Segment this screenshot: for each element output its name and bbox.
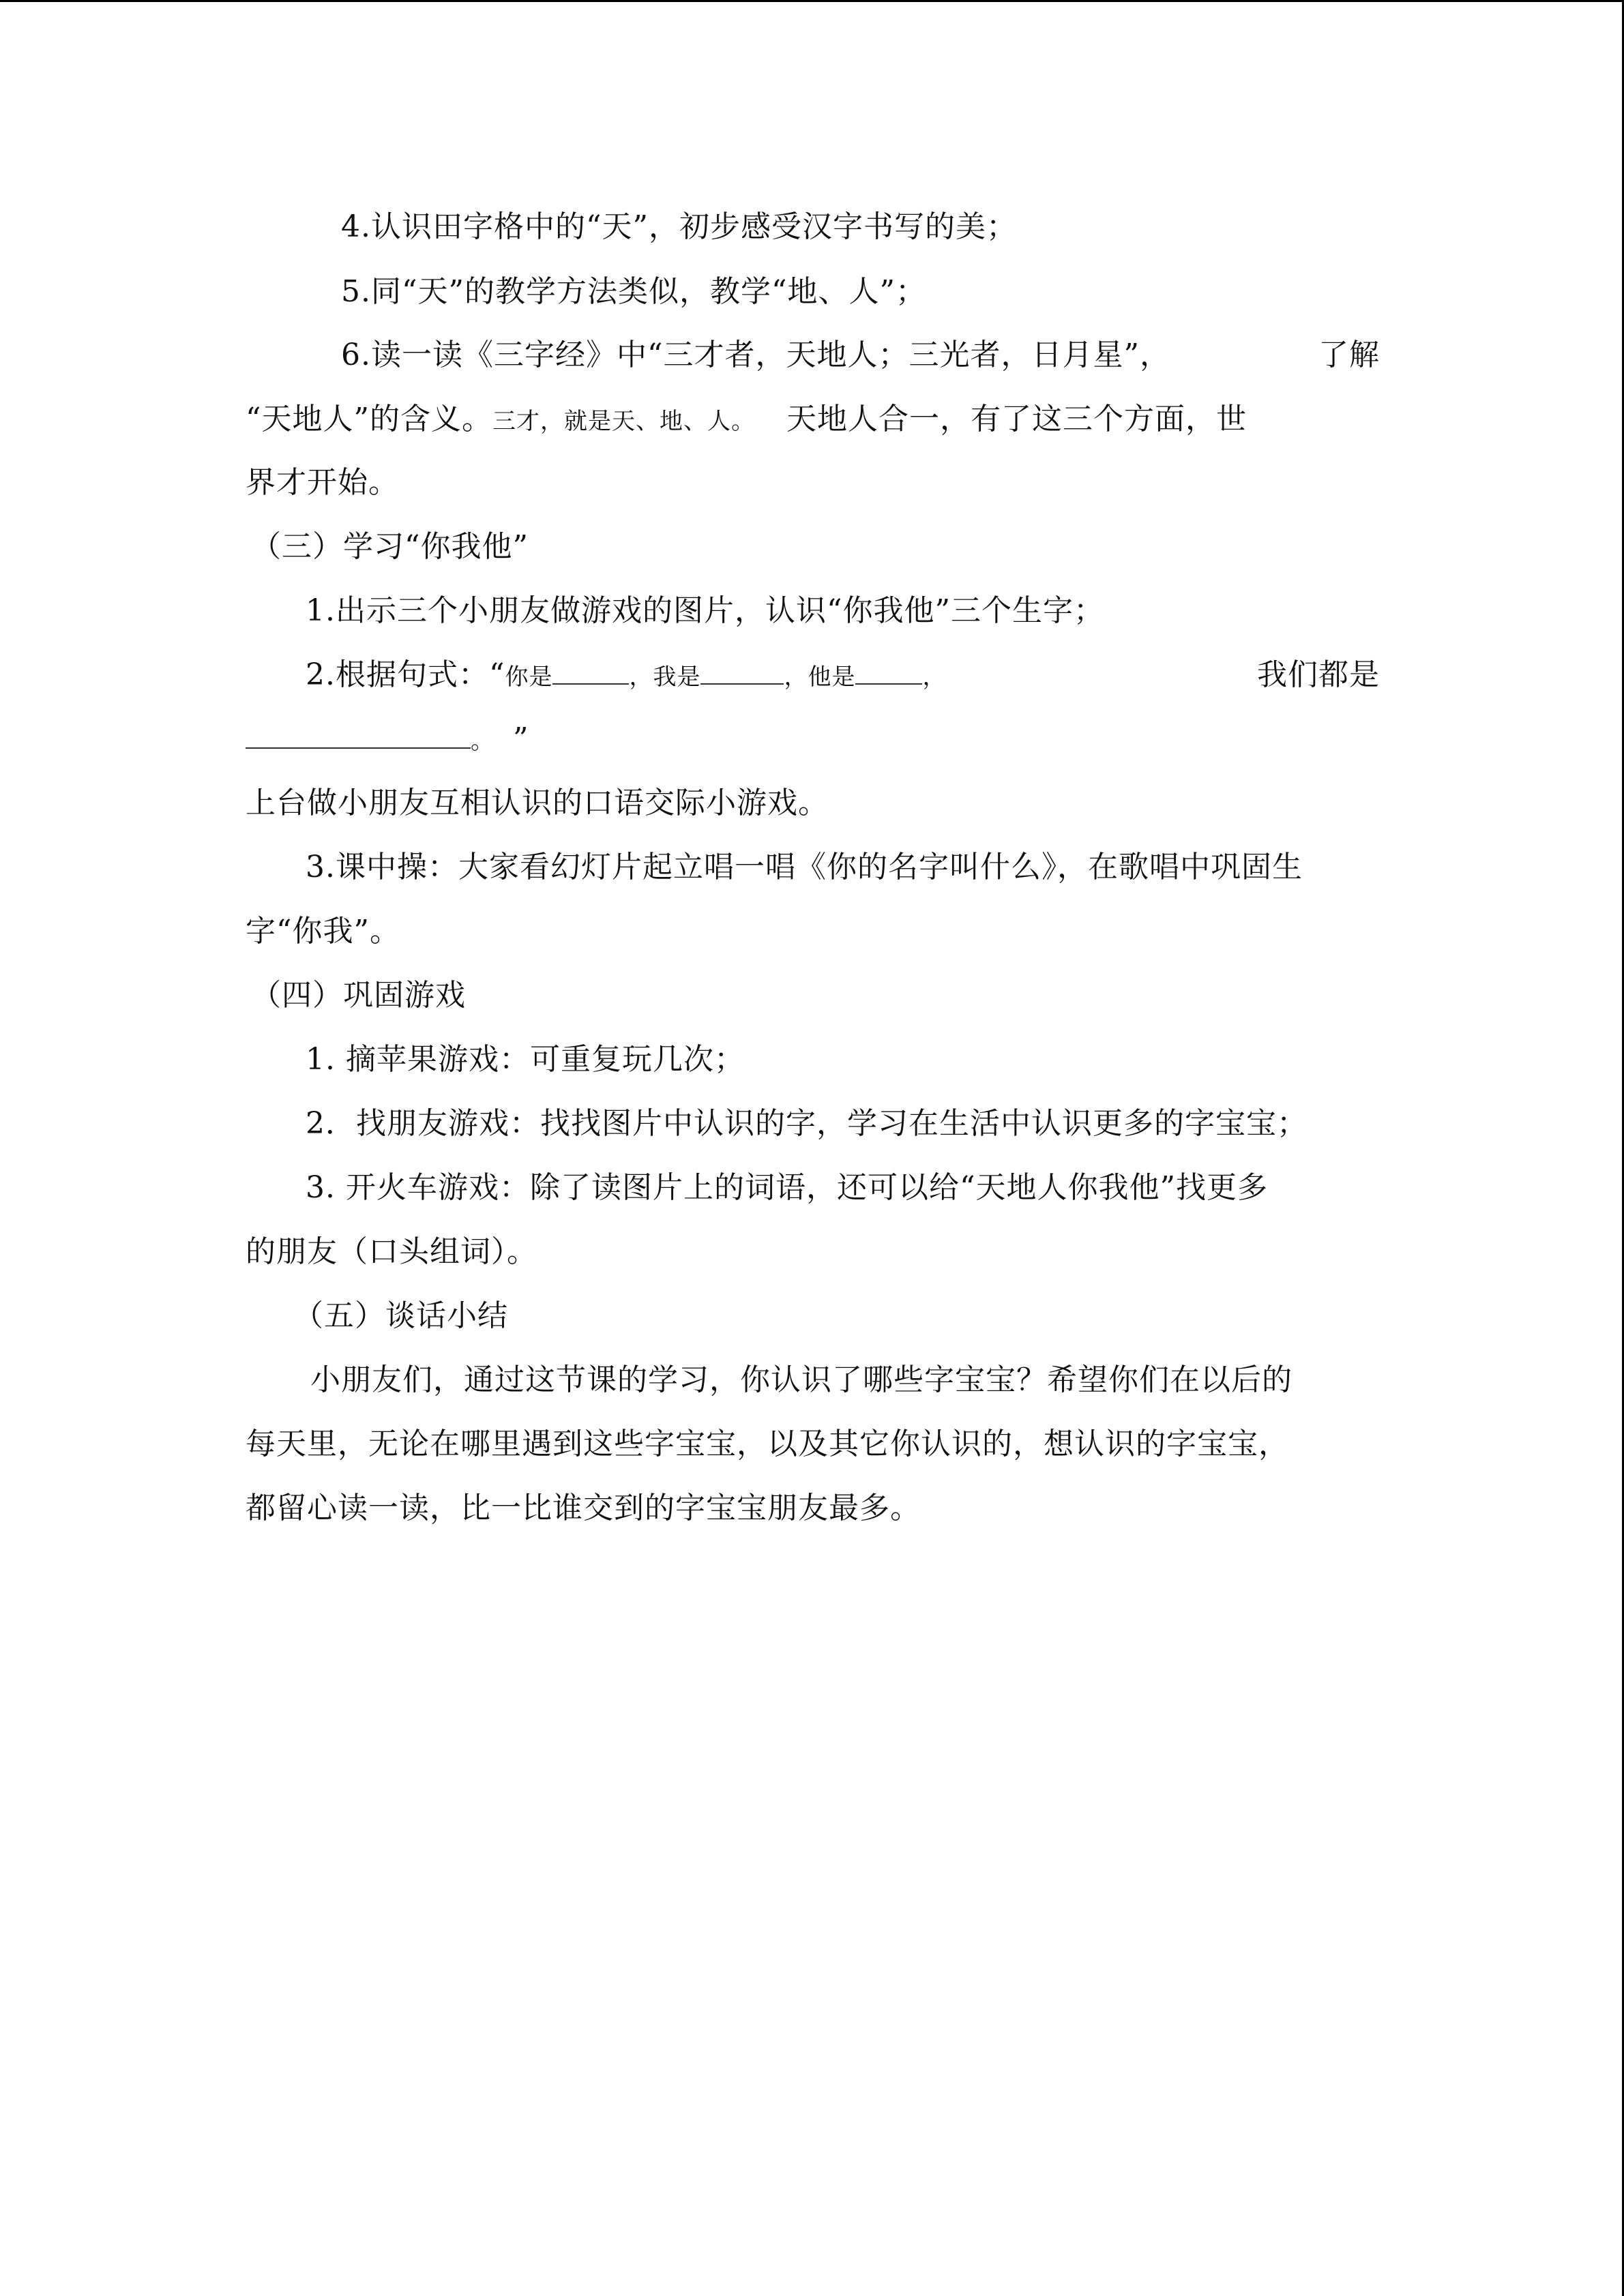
section-3-item-1: 1.出示三个小朋友做游戏的图片，认识“你我他”三个生字； <box>306 593 1104 628</box>
pattern-me: ，我是 <box>629 664 701 691</box>
section-3-item-3: 3.课中操：大家看幻灯片起立唱一唱《你的名字叫什么》，在歌唱中巩固生 <box>306 850 1303 884</box>
page-top-border <box>0 0 1624 2</box>
item-6-text: 6.读一读《三字经》中“三才者，天地人；三光者，日月星”， <box>341 338 1170 372</box>
blank-me <box>700 656 784 685</box>
pattern-we: 我们都是 <box>1257 657 1380 692</box>
pattern-period: 。 <box>471 728 483 755</box>
meaning-text: “天地人”的含义。 <box>246 402 492 436</box>
unity-text: 天地人合一，有了这三个方面，世 <box>786 402 1247 436</box>
summary-line-2: 每天里，无论在哪里遇到这些字宝宝，以及其它你认识的，想认识的字宝宝， <box>246 1427 1289 1461</box>
pattern-comma: ， <box>922 664 947 691</box>
section-4-item-3: 3. 开火车游戏：除了读图片上的词语，还可以给“天地人你我他”找更多 <box>306 1170 1268 1205</box>
pattern-close-quote: ” <box>513 721 529 756</box>
blank-you <box>552 656 629 685</box>
section-3-item-2-line <box>306 656 1380 696</box>
blank-we <box>246 720 471 749</box>
item-6-end-text: 界才开始。 <box>246 465 399 500</box>
section-3-heading: （三）学习“你我他” <box>251 529 529 564</box>
section-4-heading: （四）巩固游戏 <box>251 978 466 1013</box>
pattern-continued-line <box>246 720 529 760</box>
section-5-heading: （五）谈话小结 <box>293 1298 508 1333</box>
item-4-text: 4.认识田字格中的“天”，初步感受汉字书写的美； <box>341 209 1017 244</box>
item-6-continued-line <box>246 400 1247 441</box>
pattern-intro: 2.根据句式：“ <box>306 657 505 692</box>
summary-line-1: 小朋友们，通过这节课的学习，你认识了哪些字宝宝？希望你们在以后的 <box>310 1362 1293 1397</box>
pattern-him: ，他是 <box>784 664 856 691</box>
pattern-you: 你是 <box>505 664 553 691</box>
section-4-item-2: 2．找朋友游戏：找找图片中认识的字，学习在生活中认识更多的字宝宝； <box>306 1106 1308 1141</box>
section-3-item-3-end: 字“你我”。 <box>246 914 400 949</box>
section-4-item-3-end: 的朋友（口头组词）。 <box>246 1234 537 1269</box>
summary-line-3: 都留心读一读，比一比谁交到的字宝宝朋友最多。 <box>246 1491 921 1525</box>
item-6-line <box>341 336 1380 374</box>
blank-him <box>855 656 922 685</box>
section-4-item-1: 1. 摘苹果游戏：可重复玩几次； <box>306 1042 745 1077</box>
section-3-item-2-end: 上台做小朋友互相认识的口语交际小游戏。 <box>246 786 829 820</box>
item-6-tail: 了解 <box>1318 338 1380 372</box>
item-5-text: 5.同“天”的教学方法类似，教学“地、人”； <box>341 274 926 309</box>
sancai-note: 三才，就是天、地、人。 <box>492 408 755 435</box>
